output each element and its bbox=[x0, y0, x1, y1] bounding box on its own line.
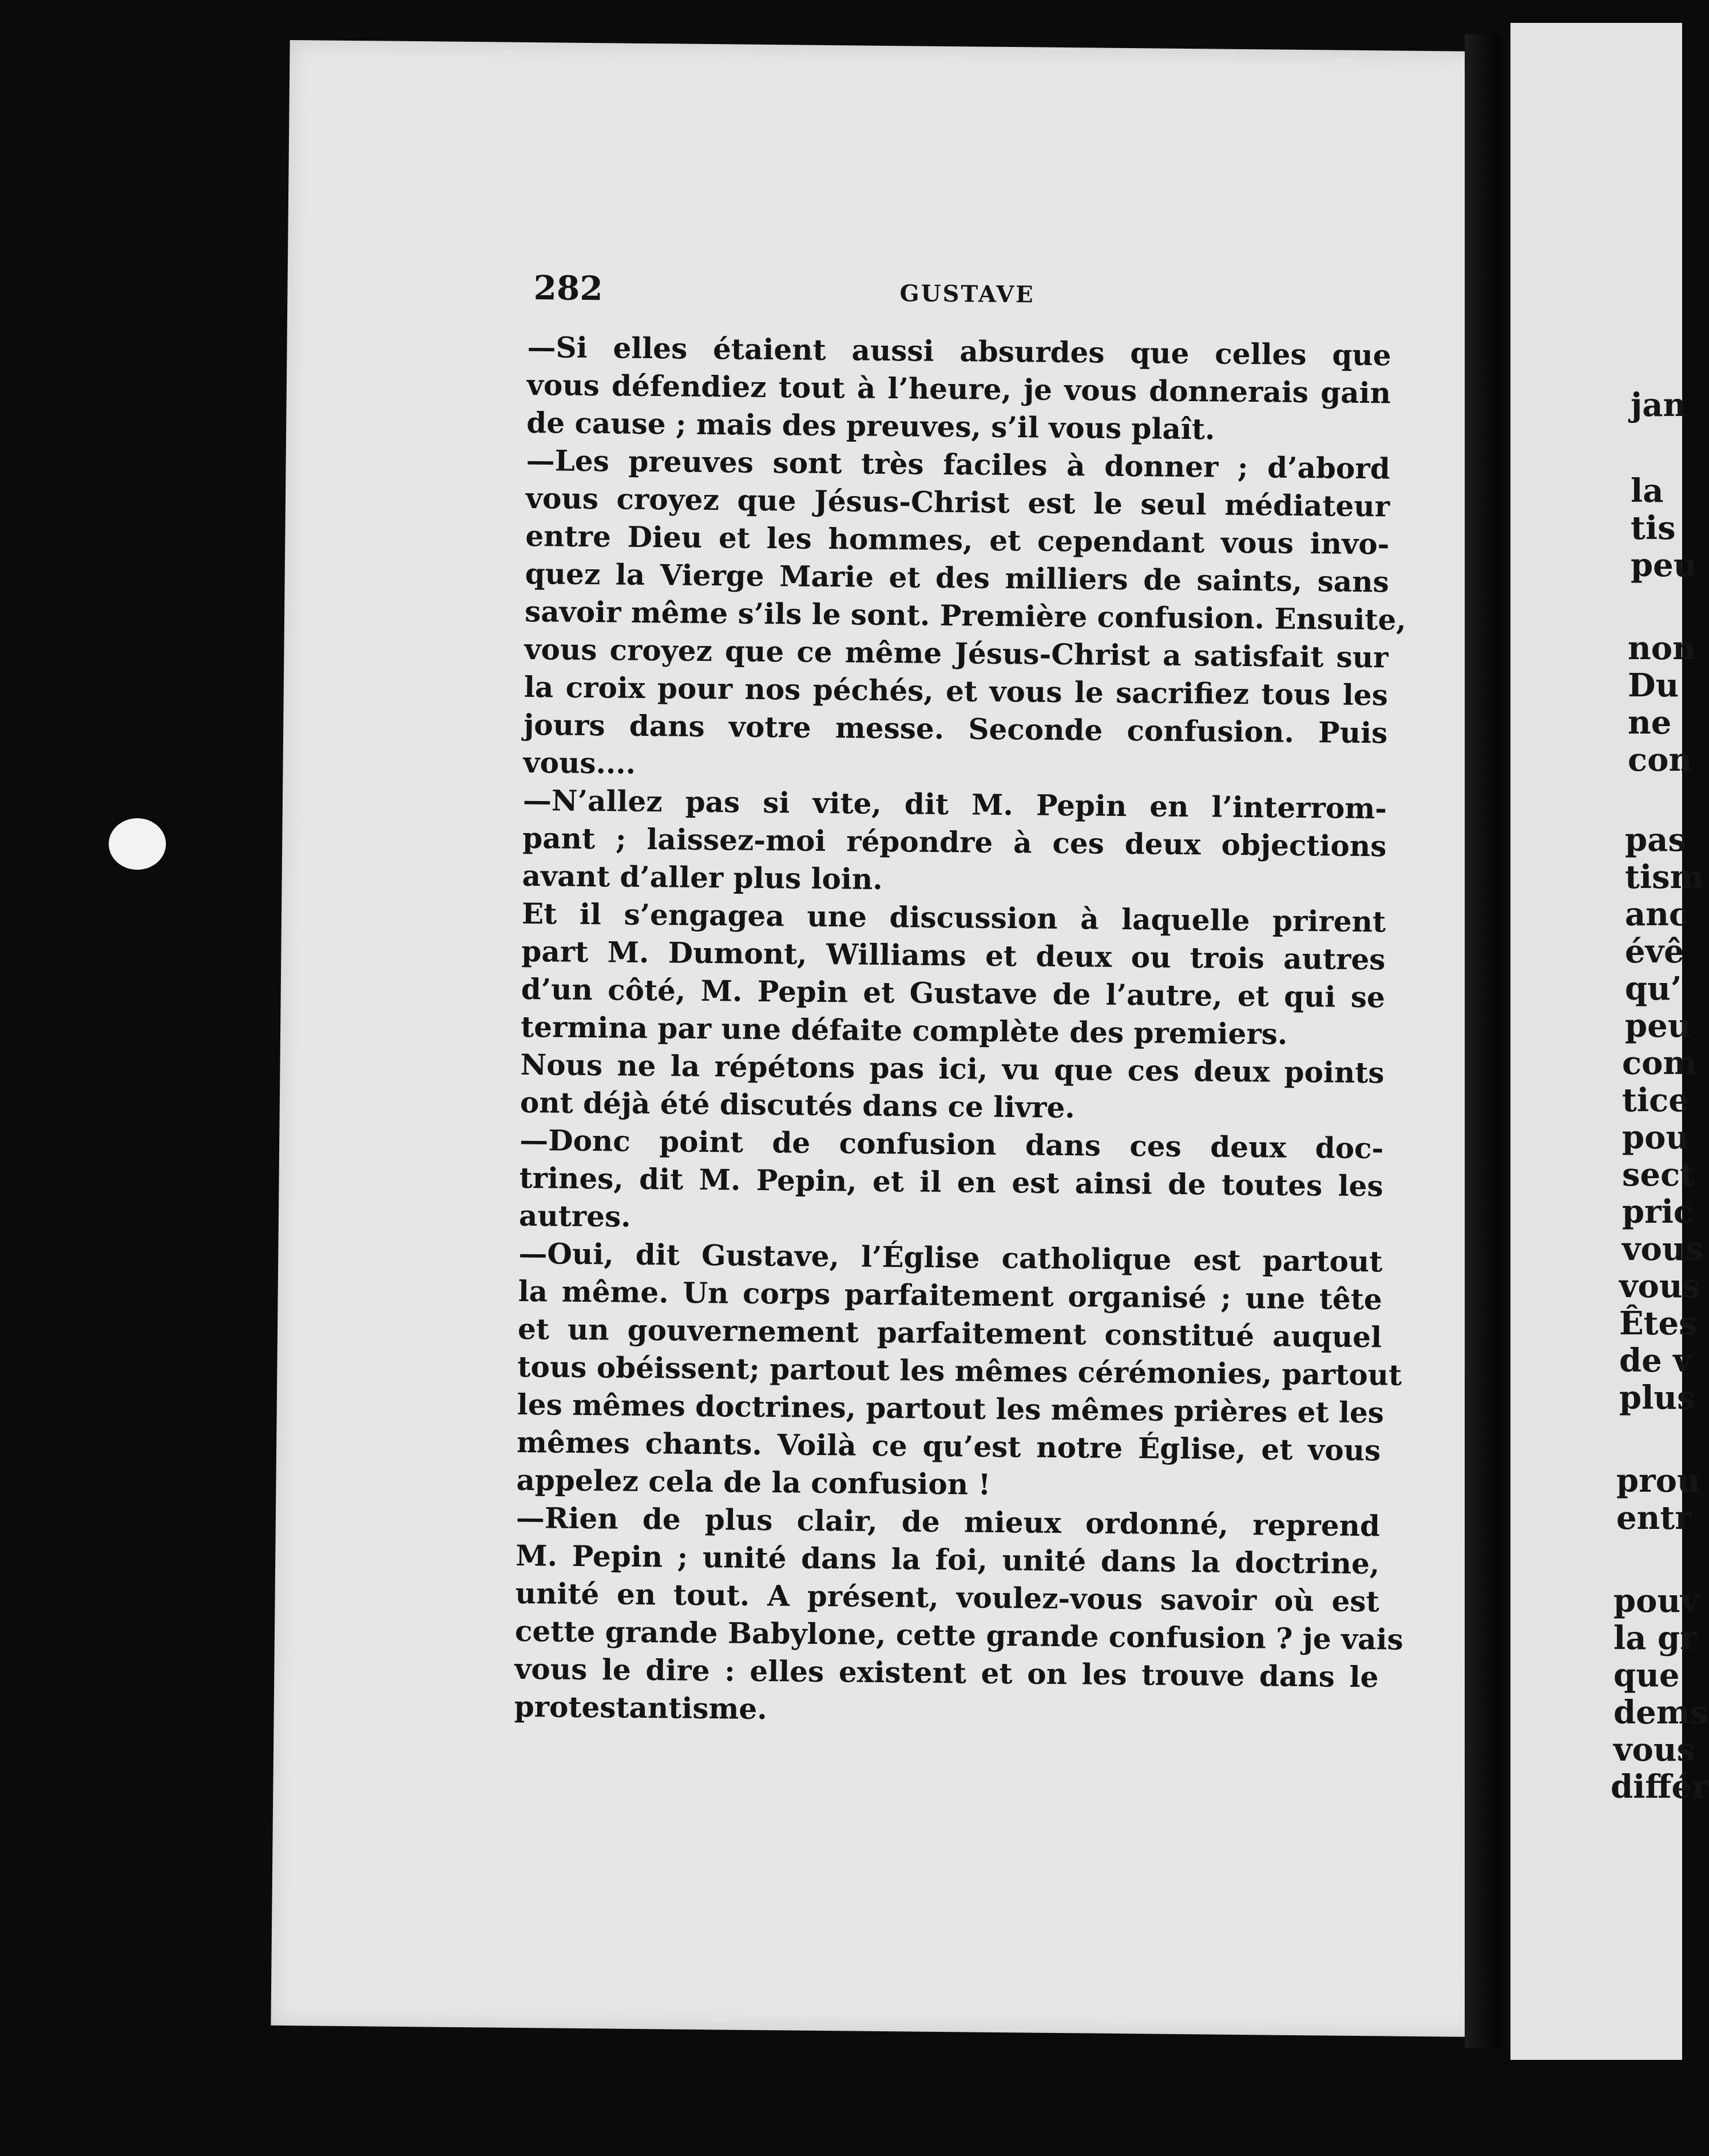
facing-text-fragment: entr bbox=[1616, 1499, 1692, 1537]
text-line: cette grande Babylone, cette grande confusion ? je vais bbox=[514, 1614, 1403, 1656]
text-line: entre Dieu et les hommes, et cependant vous invo- bbox=[525, 518, 1390, 561]
facing-text-fragment: Êtes bbox=[1619, 1305, 1697, 1342]
text-line: Nous ne la répétons pas ici, vu que ces deux points bbox=[520, 1047, 1385, 1090]
text-line: protestantisme. bbox=[514, 1689, 767, 1726]
facing-text-fragment: jan bbox=[1631, 386, 1687, 424]
facing-text-fragment: non bbox=[1628, 629, 1696, 667]
facing-text-fragment: vous bbox=[1622, 1230, 1704, 1268]
text-line: pant ; laissez-moi répondre à ces deux objections bbox=[522, 821, 1387, 863]
text-line: —Rien de plus clair, de mieux ordonné, reprend bbox=[516, 1500, 1381, 1543]
text-line: appelez cela de la confusion ! bbox=[516, 1463, 991, 1501]
text-line: avant d’aller plus loin. bbox=[522, 858, 883, 896]
facing-text-fragment: anc bbox=[1625, 895, 1689, 933]
text-line: la croix pour nos péchés, et vous le sacrifiez tous les bbox=[524, 669, 1389, 712]
facing-text-fragment: vous bbox=[1613, 1731, 1695, 1769]
facing-text-fragment: que bbox=[1613, 1656, 1680, 1694]
facing-text-fragment: différ bbox=[1611, 1768, 1709, 1806]
facing-text-fragment: pric bbox=[1622, 1193, 1694, 1231]
facing-page bbox=[1510, 23, 1709, 2060]
text-line: d’un côté, M. Pepin et Gustave de l’autre, et qui se bbox=[521, 972, 1386, 1014]
facing-text-fragment: peu bbox=[1631, 546, 1697, 584]
text-line: vous croyez que Jésus-Christ est le seul médiateur bbox=[525, 481, 1390, 524]
text-line: et un gouvernement parfaitement constitué auquel bbox=[517, 1311, 1382, 1354]
text-line: —Les preuves sont très faciles à donner ; d’abord bbox=[526, 443, 1390, 486]
text-line: jours dans votre messe. Seconde confusion. Puis bbox=[523, 707, 1388, 750]
book-page bbox=[271, 40, 1497, 2037]
facing-text-fragment: plus bbox=[1619, 1379, 1695, 1417]
text-line: quez la Vierge Marie et des milliers de saints, sans bbox=[525, 556, 1389, 599]
facing-text-fragment: peu bbox=[1625, 1007, 1691, 1045]
facing-text-fragment: la gr bbox=[1613, 1619, 1697, 1657]
text-line: la même. Un corps parfaitement organisé ; une tête bbox=[518, 1274, 1382, 1317]
text-line: trines, dit M. Pepin, et il en est ainsi de toutes les bbox=[519, 1160, 1383, 1203]
facing-text-fragment: prou bbox=[1616, 1462, 1700, 1500]
page-number: 282 bbox=[533, 268, 603, 308]
facing-text-fragment: pou bbox=[1622, 1119, 1690, 1156]
text-line: M. Pepin ; unité dans la foi, unité dans la doctrine, bbox=[516, 1538, 1380, 1581]
text-line: tous obéissent; partout les mêmes cérémonies, partout bbox=[517, 1349, 1402, 1392]
text-line: —N’allez pas si vite, dit M. Pepin en l’interrom- bbox=[522, 783, 1387, 826]
text-line: de cause ; mais des preuves, s’il vous plaît. bbox=[526, 405, 1215, 446]
text-line: termina par une défaite complète des premiers. bbox=[520, 1009, 1288, 1051]
text-line: les mêmes doctrines, partout les mêmes prières et les bbox=[517, 1387, 1385, 1430]
facing-text-fragment: dems bbox=[1613, 1694, 1708, 1731]
facing-text-fragment: sect bbox=[1622, 1156, 1695, 1194]
facing-text-fragment: tis bbox=[1631, 509, 1676, 547]
facing-text-fragment: vous bbox=[1619, 1267, 1701, 1305]
text-line: vous le dire : elles existent et on les trouve dans le bbox=[514, 1651, 1379, 1694]
text-line: savoir même s’ils le sont. Première confusion. Ensuite, bbox=[524, 594, 1406, 637]
text-line: —Donc point de confusion dans ces deux doc- bbox=[519, 1123, 1384, 1166]
running-head bbox=[287, 266, 1495, 323]
text-line: autres. bbox=[518, 1198, 631, 1234]
text-line: —Oui, dit Gustave, l’Église catholique est partout bbox=[518, 1236, 1383, 1279]
body-text bbox=[514, 328, 1406, 1734]
text-line: vous croyez que ce même Jésus-Christ a satisfait sur bbox=[524, 632, 1389, 675]
facing-text-fragment: de v bbox=[1619, 1342, 1692, 1380]
text-line: ont déjà été discutés dans ce livre. bbox=[520, 1085, 1076, 1125]
text-line: unité en tout. A présent, voulez-vous savoir où est bbox=[515, 1576, 1379, 1619]
facing-text-fragment: pas bbox=[1625, 821, 1686, 859]
paper-fragment-speck bbox=[109, 818, 166, 870]
facing-text-fragment: con bbox=[1628, 741, 1692, 779]
facing-text-fragment: évê bbox=[1625, 933, 1684, 970]
facing-text-fragment: qu’ bbox=[1625, 970, 1682, 1008]
facing-text-fragment: Du bbox=[1628, 667, 1679, 704]
text-line: Et il s’engagea une discussion à laquelle prirent bbox=[521, 896, 1386, 939]
facing-text-fragment: tice bbox=[1622, 1081, 1689, 1119]
running-title: GUSTAVE bbox=[899, 280, 1035, 308]
facing-text-fragment: la bbox=[1631, 472, 1664, 510]
facing-text-fragment: tism bbox=[1625, 858, 1704, 896]
text-line: part M. Dumont, Williams et deux ou trois autres bbox=[521, 934, 1386, 977]
text-line: vous.... bbox=[523, 745, 636, 780]
facing-text-fragment: com bbox=[1622, 1044, 1697, 1082]
text-line: mêmes chants. Voilà ce qu’est notre Église, et vous bbox=[516, 1425, 1381, 1468]
text-line: vous défendiez tout à l’heure, je vous donnerais gain bbox=[526, 367, 1391, 410]
facing-text-fragment: pouv bbox=[1613, 1582, 1699, 1620]
facing-text-fragment: ne bbox=[1628, 704, 1672, 742]
text-line: —Si elles étaient aussi absurdes que celles que bbox=[527, 330, 1391, 372]
